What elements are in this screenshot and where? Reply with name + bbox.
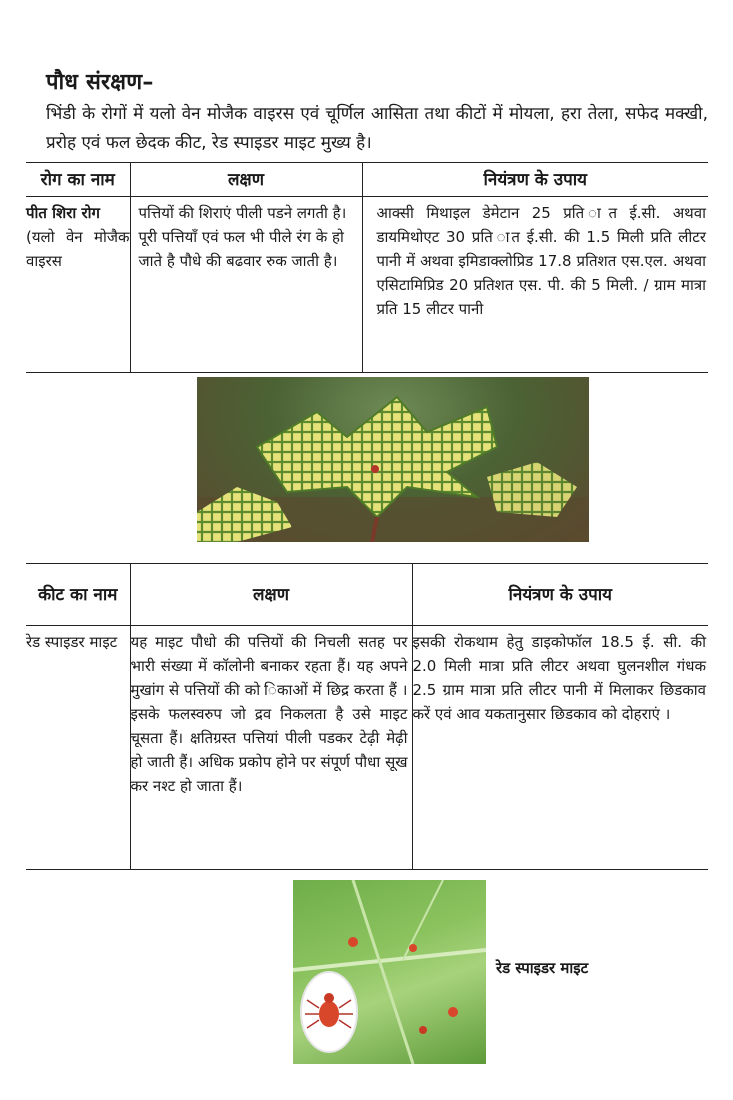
column-header-control: नियंत्रण के उपाय — [362, 163, 708, 197]
figure-caption: रेड स्पाइडर माइट — [496, 959, 589, 977]
intro-paragraph: भिंडी के रोगों में यलो वेन मोजैक वाइरस एवं चूर्णिल आसिता तथा कीटों में मोयला, हरा तेला, सफेद मक्खी, प्ररोह एवं फल छेदक कीट, रेड स्पाइडर माइट मुख्य है। — [46, 104, 708, 153]
disease-symptoms-cell: पत्तियों की शिराएं पीली पडने लगती है। पूरी पत्तियाँ एवं फल भी पीले रंग के हो जाते है पौधे की बढवार रुक जाती है। — [130, 197, 362, 373]
okra-leaf-illustration — [197, 377, 589, 542]
mite-on-leaf-illustration — [293, 880, 486, 1064]
pest-table — [26, 563, 708, 870]
column-header-symptoms: लक्षण — [130, 163, 362, 197]
section-heading: पौध संरक्षण– — [46, 70, 154, 95]
column-header-pest-name: कीट का नाम — [26, 564, 130, 626]
table-header-row — [26, 564, 708, 626]
disease-name-cell — [26, 197, 130, 373]
pest-symptoms-cell: यह माइट पौधो की पत्तियों की निचली सतह पर भारी संख्या में कॉलोनी बनाकर रहता हैं। यह अपने मुखांग से पत्तियों की को िकाओं में छिद्र करता हैं । इसके फलस्वरुप जो द्रव निकलता है उसे माइट चूसता हैं। क्षतिग्रस्त पत्तियां पीली पडकर टेढ़ी मेढ़ी हो जाती हैं। अधिक प्रकोप होने पर संपूर्ण पौधा सूख कर नश्ट हो जाता हैं। — [130, 626, 412, 870]
red-spider-mite-photo — [293, 880, 486, 1064]
column-header-symptoms: लक्षण — [130, 564, 412, 626]
table-row — [26, 197, 708, 373]
column-header-disease-name: रोग का नाम — [26, 163, 130, 197]
column-header-control: नियंत्रण के उपाय — [412, 564, 708, 626]
pest-control-cell: इसकी रोकथाम हेतु डाइकोफॉल 18.5 ई. सी. की 2.0 मिली मात्रा प्रति लीटर अथवा घुलनशील गंधक 2.5 ग्राम मात्रा प्रति लीटर पानी में मिलाकर छिडकाव करें एवं आव यकतानुसार छिडकाव को दोहराएं । — [412, 626, 708, 870]
disease-table — [26, 162, 708, 373]
disease-control-cell: आक्सी मिथाइल डेमेटान 25 प्रति ात ई.सी. अथवा डायमिथोएट 30 प्रति ात ई.सी. की 1.5 मिली प्रति लीटर पानी में अथवा इमिडाक्लोप्रिड 17.8 प्रतिशत एस.एल. अथवा एसिटामिप्रिड 20 प्रतिशत एस. पी. की 5 मिली. / ग्राम मात्रा प्रति 15 लीटर पानी — [362, 197, 708, 373]
disease-name-subtitle: (यलो वेन मोजैक वाइरस — [26, 228, 130, 270]
pest-name-cell: रेड स्पाइडर माइट — [26, 626, 130, 870]
table-row — [26, 626, 708, 870]
yellow-vein-mosaic-photo — [197, 377, 589, 542]
disease-name: पीत शिरा रोग — [26, 204, 100, 222]
table-header-row — [26, 163, 708, 197]
